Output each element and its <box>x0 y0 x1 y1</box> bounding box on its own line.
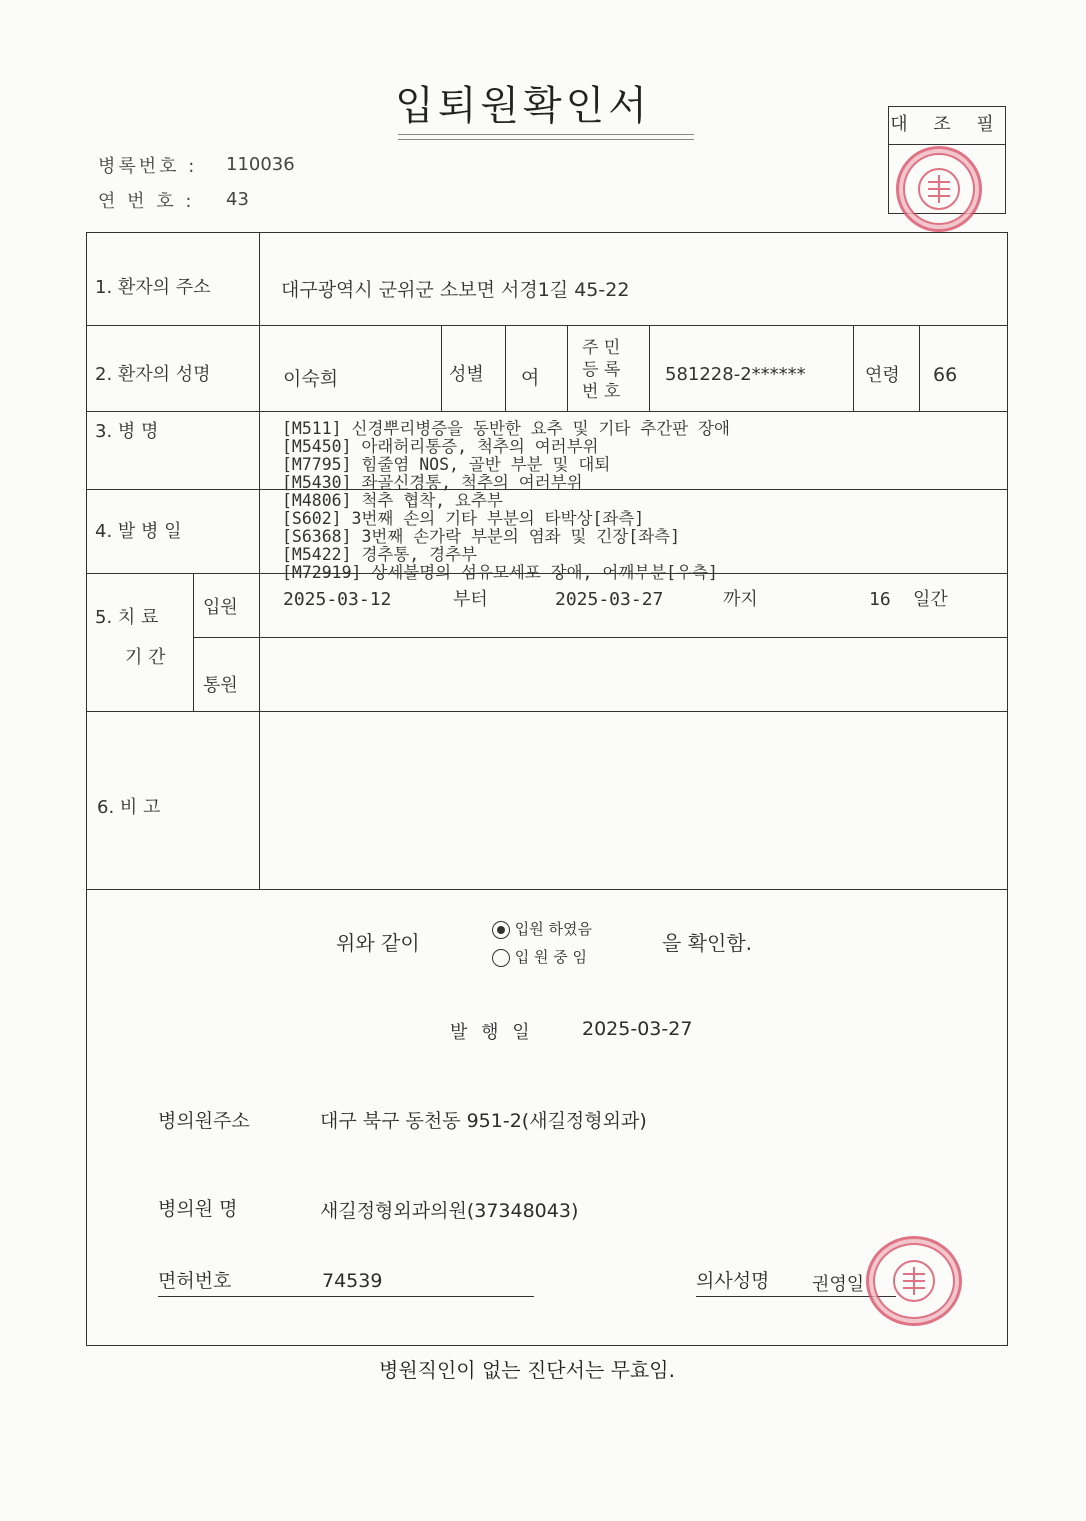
record-number-label: 병록번호 : <box>98 156 198 177</box>
serial-number: 43 <box>226 189 249 210</box>
sex-label: 성별 <box>449 364 484 385</box>
patient-name: 이숙희 <box>283 368 339 390</box>
issue-date-label: 발 행 일 <box>450 1022 534 1043</box>
column-divider <box>649 325 650 411</box>
diagnosis-item: [M5422] 경추통, 경추부 <box>282 545 477 564</box>
column-divider <box>567 325 568 411</box>
title-underline <box>398 134 694 135</box>
onset-date-label: 4. 발 병 일 <box>95 521 182 542</box>
diagnosis-item: [M72919] 상세불명의 섬유모세포 장애, 어깨부분[우측] <box>282 563 718 582</box>
document-title: 입퇴원확인서 <box>395 83 651 129</box>
column-divider <box>259 233 260 889</box>
disease-label: 3. 병 명 <box>95 421 159 442</box>
hospital-official-stamp <box>866 1236 962 1326</box>
title-underline <box>398 139 694 140</box>
column-divider <box>441 325 442 411</box>
row-divider <box>87 889 1007 890</box>
age-label: 연령 <box>865 365 900 386</box>
patient-age: 66 <box>933 364 958 386</box>
seal-box-divider <box>888 144 1006 145</box>
diagnosis-item: [M511] 신경뿌리병증을 동반한 요추 및 기타 추간판 장애 <box>282 419 730 438</box>
row-divider <box>193 637 1007 638</box>
record-number: 110036 <box>226 154 295 175</box>
verification-seal-label: 대 조 필 <box>890 114 1004 135</box>
doctor-underline <box>696 1296 896 1297</box>
hospital-name-label: 병의원 명 <box>158 1198 238 1220</box>
row-divider <box>87 325 1007 326</box>
remarks-label: 6. 비 고 <box>97 797 161 818</box>
hospital-name: 새길정형외과의원(37348043) <box>320 1200 579 1222</box>
diagnosis-item: [M5430] 좌골신경통, 척추의 여러부위 <box>282 473 583 492</box>
option-admitted-label: 입원 하였음 <box>514 920 592 938</box>
column-divider <box>193 573 194 711</box>
diagnosis-item: [M4806] 척추 협착, 요추부 <box>282 491 503 510</box>
hospital-address-label: 병의원주소 <box>158 1110 250 1132</box>
option-in-hospital-label: 입 원 중 임 <box>514 948 588 966</box>
issue-date: 2025-03-27 <box>582 1018 693 1040</box>
patient-name-label: 2. 환자의 성명 <box>95 364 211 385</box>
diagnosis-item: [M5450] 아래허리통증, 척추의 여러부위 <box>282 437 599 456</box>
serial-number-label: 연 번 호 : <box>98 191 195 212</box>
verification-stamp <box>896 146 982 232</box>
days-count: 16 <box>869 589 891 610</box>
inpatient-label: 입원 <box>203 597 238 618</box>
resident-id: 581228-2****** <box>665 364 806 385</box>
patient-address: 대구광역시 군위군 소보면 서경1길 45-22 <box>281 279 630 301</box>
confirm-prefix: 위와 같이 <box>336 931 420 955</box>
patient-sex: 여 <box>521 367 540 389</box>
diagnosis-item: [M7795] 힘줄염 NOS, 골반 부분 및 대퇴 <box>282 455 611 474</box>
license-number: 74539 <box>322 1270 383 1292</box>
row-divider <box>87 711 1007 712</box>
license-label: 면허번호 <box>158 1270 232 1292</box>
diagnosis-item: [S602] 3번째 손의 기타 부분의 타박상[좌측] <box>282 509 645 528</box>
discharge-date: 2025-03-27 <box>555 589 664 610</box>
column-divider <box>505 325 506 411</box>
diagnosis-list <box>282 420 1002 582</box>
treatment-period-label: 5. 치 료 <box>95 607 159 628</box>
column-divider <box>919 325 920 411</box>
stamp-mark-icon <box>883 1252 945 1310</box>
option-admitted[interactable] <box>492 918 592 939</box>
option-in-hospital[interactable] <box>492 946 587 967</box>
address-label: 1. 환자의 주소 <box>95 277 211 298</box>
doctor-name-label: 의사성명 <box>696 1270 770 1292</box>
doctor-name: 권영일 <box>812 1274 865 1295</box>
confirm-suffix: 을 확인함. <box>662 931 752 955</box>
to-word: 까지 <box>723 589 758 610</box>
from-word: 부터 <box>453 589 488 610</box>
hospital-address: 대구 북구 동천동 951-2(새길정형외과) <box>320 1110 647 1132</box>
footer-notice: 병원직인이 없는 진단서는 무효임. <box>379 1358 675 1382</box>
row-divider <box>87 411 1007 412</box>
days-unit: 일간 <box>913 589 948 610</box>
stamp-mark-icon <box>910 160 968 218</box>
radio-admitted[interactable] <box>492 921 510 939</box>
radio-in-hospital[interactable] <box>492 949 510 967</box>
admission-date: 2025-03-12 <box>283 589 392 610</box>
diagnosis-item: [S6368] 3번째 손가락 부분의 염좌 및 긴장[좌측] <box>282 527 681 546</box>
treatment-period-label-2: 기 간 <box>125 647 166 668</box>
outpatient-label: 통원 <box>203 675 238 696</box>
column-divider <box>853 325 854 411</box>
resident-id-label: 주 민 등 록 번 호 <box>582 338 621 402</box>
license-underline <box>158 1296 534 1297</box>
form-frame <box>86 232 1008 1346</box>
